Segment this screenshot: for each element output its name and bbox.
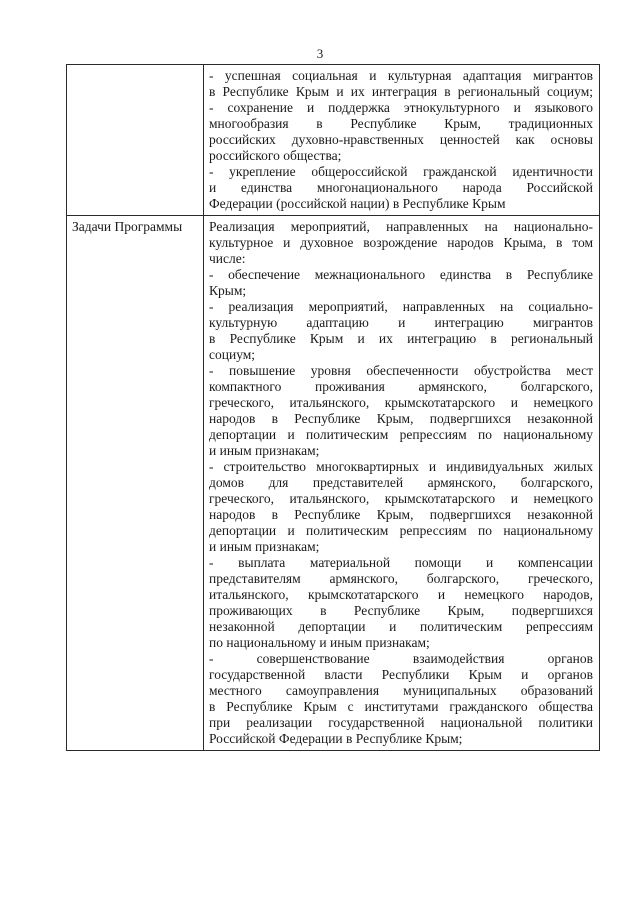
text-line: в Республике Крым и их интеграция в региональный социум;	[209, 84, 593, 99]
text-line: местного самоуправления муниципальных образований	[209, 683, 593, 698]
row-content-cell	[204, 216, 600, 751]
row-content-cell	[204, 65, 600, 216]
text-line: греческого, итальянского, крымскотатарского и немецкого	[209, 395, 593, 410]
text-line: представителям армянского, болгарского, греческого,	[209, 571, 593, 586]
text-line: и иным признакам;	[209, 539, 320, 554]
row-label-cell	[67, 216, 204, 751]
text-line: греческого, итальянского, крымскотатарского и немецкого	[209, 491, 593, 506]
program-passport-table	[66, 64, 600, 751]
text-line: в Республике Крым с институтами гражданского общества	[209, 699, 593, 714]
text-line: - строительство многоквартирных и индивидуальных жилых	[209, 459, 593, 474]
text-line: - выплата материальной помощи и компенсации	[209, 555, 593, 570]
text-line: государственной власти Республики Крым и органов	[209, 667, 593, 682]
text-line: социум;	[209, 347, 256, 362]
text-line: проживающих в Республике Крым, подвергшихся	[209, 603, 593, 618]
text-line: культурную адаптацию и интеграцию мигрантов	[209, 315, 593, 330]
text-line: - повышение уровня обеспеченности обустройства мест	[209, 363, 593, 378]
text-line: компактного проживания армянского, болгарского,	[209, 379, 593, 394]
text-line: Крым;	[209, 283, 247, 298]
text-line: народов в Республике Крым, подвергшихся незаконной	[209, 411, 593, 426]
text-line: и иным признакам;	[209, 443, 320, 458]
text-line: незаконной депортации и политическим репрессиям	[209, 619, 593, 634]
text-line: российского общества;	[209, 148, 342, 163]
text-line: и единства многонационального народа Российской	[209, 180, 593, 195]
text-line: Реализация мероприятий, направленных на национально-	[209, 219, 593, 234]
row-label-cell	[67, 65, 204, 216]
text-line: народов в Республике Крым, подвергшихся незаконной	[209, 507, 593, 522]
text-line: по национальному и иным признакам;	[209, 635, 430, 650]
text-line: при реализации государственной национальной политики	[209, 715, 593, 730]
tasks-text	[204, 216, 599, 750]
text-line: - реализация мероприятий, направленных на социально-	[209, 299, 593, 314]
page-number: 3	[316, 46, 324, 61]
table-row-program-tasks	[67, 216, 600, 751]
text-line: в Республике Крым и их интеграцию в региональный	[209, 331, 593, 346]
text-line: депортации и политическим репрессиям по национальному	[209, 427, 593, 442]
row-label	[67, 65, 203, 68]
row-label-program-tasks: Задачи Программы	[72, 219, 183, 234]
text-line: Федерации (российской нации) в Республике Крым	[209, 196, 506, 211]
text-line: - совершенствование взаимодействия органов	[209, 651, 593, 666]
text-line: Российской Федерации в Республике Крым;	[209, 731, 463, 746]
text-line: - обеспечение межнационального единства в Республике	[209, 267, 593, 282]
text-line: культурное и духовное возрождение народов Крыма, в том	[209, 235, 593, 250]
goals-text	[204, 65, 599, 215]
text-line: домов для представителей армянского, болгарского,	[209, 475, 593, 490]
text-line: итальянского, крымскотатарского и немецкого народов,	[209, 587, 593, 602]
text-line: депортации и политическим репрессиям по национальному	[209, 523, 593, 538]
text-line: - укрепление общероссийской гражданской идентичности	[209, 164, 593, 179]
text-line: многообразия в Республике Крым, традиционных	[209, 116, 593, 131]
text-line: числе:	[209, 251, 246, 266]
text-line: российских духовно-нравственных ценностей как основы	[209, 132, 593, 147]
text-line: - сохранение и поддержка этнокультурного и языкового	[209, 100, 593, 115]
text-line: - успешная социальная и культурная адаптация мигрантов	[209, 68, 593, 83]
table-row-goals-continued	[67, 65, 600, 216]
